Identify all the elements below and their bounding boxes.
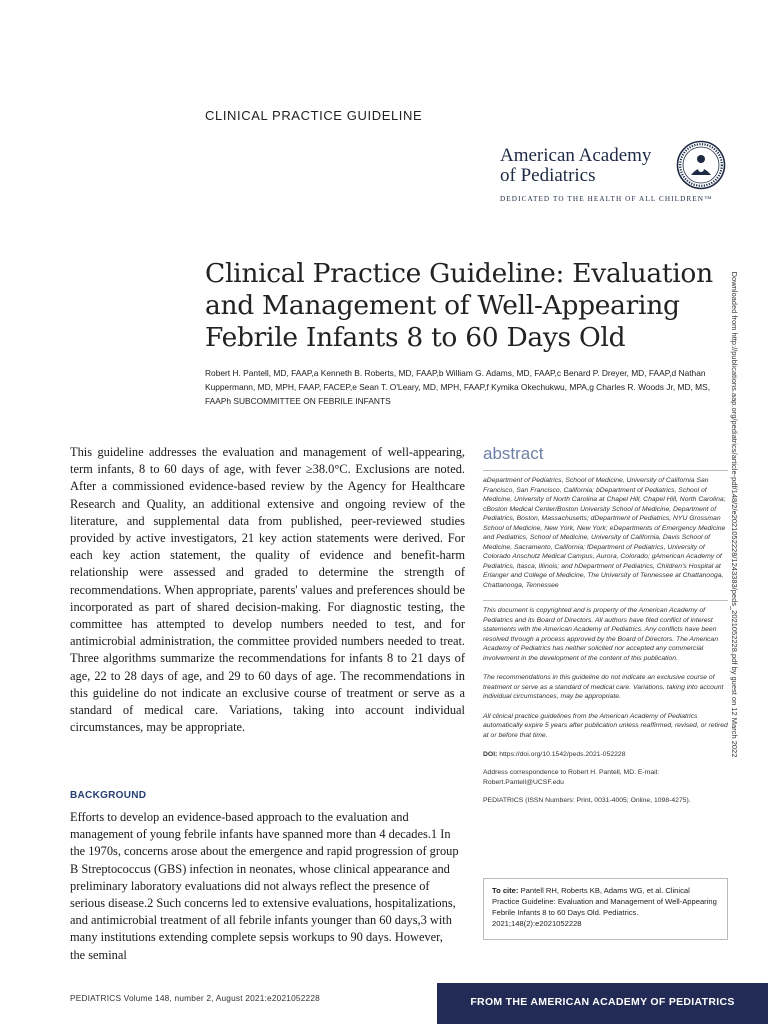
doi-label: DOI: bbox=[483, 751, 498, 758]
abstract-label: abstract bbox=[483, 444, 544, 463]
citation-label: To cite: bbox=[492, 886, 519, 895]
issn-line: PEDIATRICS (ISSN Numbers: Print, 0031-4005; Online, 1098-4275). bbox=[483, 797, 691, 804]
abstract-body: This guideline addresses the evaluation and management of well-appearing, term infants, 8 to 60 days of age, with fever ≥38.0°C. Exclusions are noted. After a commissioned evidence-based review by the Agency for Healthcare Research and Quality, an additional extensive and ongoing review of the literature, and supplemental data from published, peer-reviewed studies provided by active investigators, 21 key action statements were derived. For each key action statement, the quality of evidence and benefit-harm relationship were assessed and graded to determine the strength of recommendations. When appropriate, parents' values and preferences should be incorporated as part of shared decision-making. For diagnostic testing, the committee has attempted to develop numbers needed to test, and for antimicrobial administration, the committee provided numbers needed to treat. Three algorithms summarize the recommendations for infants 8 to 21 days of age, 22 to 28 days of age, and 29 to 60 days of age. The recommendations in this guideline do not indicate an exclusive course of treatment or serve as a standard of medical care. Variations, taking into account individual circumstances, may be appropriate. bbox=[70, 445, 465, 735]
expiry-note: All clinical practice guidelines from the American Academy of Pediatrics automatically expire 5 years after publication unless reaffirmed, revised, or retired at or before that time. bbox=[483, 712, 728, 739]
affiliations: aDepartment of Pediatrics, School of Medicine, University of California San Francisco, San Francisco, California; bDepartment of Pediatrics, School of Medicine, University of North Carolina at Chapel Hill, Chapel Hill, North Carolina; cBoston Medical Center/Boston University School of Medicine, Department of Pediatrics, Boston, Massachusetts; dDepartment of Pediatrics, NYU Grossman School of Medicine, New York, New York; eDepartments of Emergency Medicine and Pediatrics, School of Medicine, University of California, Davis School of Medicine, Sacramento, California; fDepartment of Pediatrics, University of Colorado Anschutz Medical Campus, Aurora, Colorado; gAmerican Academy of Pediatrics, Itasca, Illinois; and hDepartment of Pediatrics, Children's Hospital at Erlanger and College of Medicine, The University of Tennessee at Chattanooga, Chattanooga, Tennessee bbox=[483, 477, 726, 589]
aap-seal-icon bbox=[676, 140, 726, 190]
abstract-sidebar bbox=[483, 444, 728, 814]
footer-band-text: FROM THE AMERICAN ACADEMY OF PEDIATRICS bbox=[470, 996, 735, 1008]
organization-name: American Academy of Pediatrics bbox=[500, 145, 652, 186]
doi-link[interactable]: https://doi.org/10.1542/peds.2021-052228 bbox=[499, 751, 626, 758]
download-watermark-text: Downloaded from http://publications.aap.org/pediatrics/article-pdf/148/2/e2021052228/1243383/peds_2021052228.pdf by guest on 12 March 2022 bbox=[730, 271, 739, 758]
citation-text: Pantell RH, Roberts KB, Adams WG, et al. Clinical Practice Guideline: Evaluation and Management of Well-Appearing Febrile Infants 8 to 60 Days Old. Pediatrics. 2021;148(2):e2021052228 bbox=[492, 886, 717, 928]
citation-box bbox=[483, 878, 728, 940]
divider bbox=[483, 470, 728, 471]
author-list: Robert H. Pantell, MD, FAAP,a Kenneth B. Roberts, MD, FAAP,b William G. Adams, MD, FAAP,c Benard P. Dreyer, MD, FAAP,d Nathan Kuppermann, MD, MPH, FAAP, FACEP,e Sean T. O'Leary, MD, MPH, FAAP,f Kymika Okechukwu, MPA,g Charles R. Woods Jr, MD, MS, FAAPh SUBCOMMITTEE ON FEBRILE INFANTS bbox=[205, 368, 711, 406]
background-body: Efforts to develop an evidence-based approach to the evaluation and management of young febrile infants have spanned more than 4 decades.1 In the 1970s, concerns arose about the emergence and rapid progression of group B Streptococcus (GBS) infection in neonates, whose clinical appearance and preliminary laboratory evaluations did not always reflect the presence of serious disease.2 Such concerns led to extensive evaluations, hospitalizations, and antimicrobial treatment of all febrile infants younger than 60 days,3 with many institutions extending complete sepsis workups to 90 days. However, the seminal bbox=[70, 810, 459, 962]
page-title: Clinical Practice Guideline: Evaluation and Management of Well-Appearing Febrile Infants 8 to 60 Days Old bbox=[205, 258, 713, 353]
divider bbox=[483, 600, 728, 601]
background-heading: BACKGROUND bbox=[70, 790, 147, 801]
correspondence: Address correspondence to Robert H. Pantell, MD. E-mail: Robert.Pantell@UCSF.edu bbox=[483, 769, 660, 786]
aap-logo bbox=[500, 140, 732, 210]
recommendation-note: The recommendations in this guideline do not indicate an exclusive course of treatment or serve as a standard of medical care. Variations, taking into account individual circumstances, may be appropriate. bbox=[483, 674, 724, 700]
doi-line bbox=[483, 750, 728, 760]
download-watermark bbox=[727, 255, 747, 770]
footer-journal-info: PEDIATRICS Volume 148, number 2, August 2021:e2021052228 bbox=[70, 993, 320, 1003]
document-type-label: CLINICAL PRACTICE GUIDELINE bbox=[205, 108, 423, 123]
organization-tagline: DEDICATED TO THE HEALTH OF ALL CHILDREN™ bbox=[500, 195, 713, 203]
copyright-note: This document is copyrighted and is property of the American Academy of Pediatrics and its Board of Directors. All authors have filed conflict of interest statements with the American Academy of Pediatrics. Any conflicts have been resolved through a process approved by the Board of Directors. The American Academy of Pediatrics has neither solicited nor accepted any commercial involvement in the development of the content of this publication. bbox=[483, 607, 719, 662]
footer-band bbox=[437, 983, 768, 1024]
